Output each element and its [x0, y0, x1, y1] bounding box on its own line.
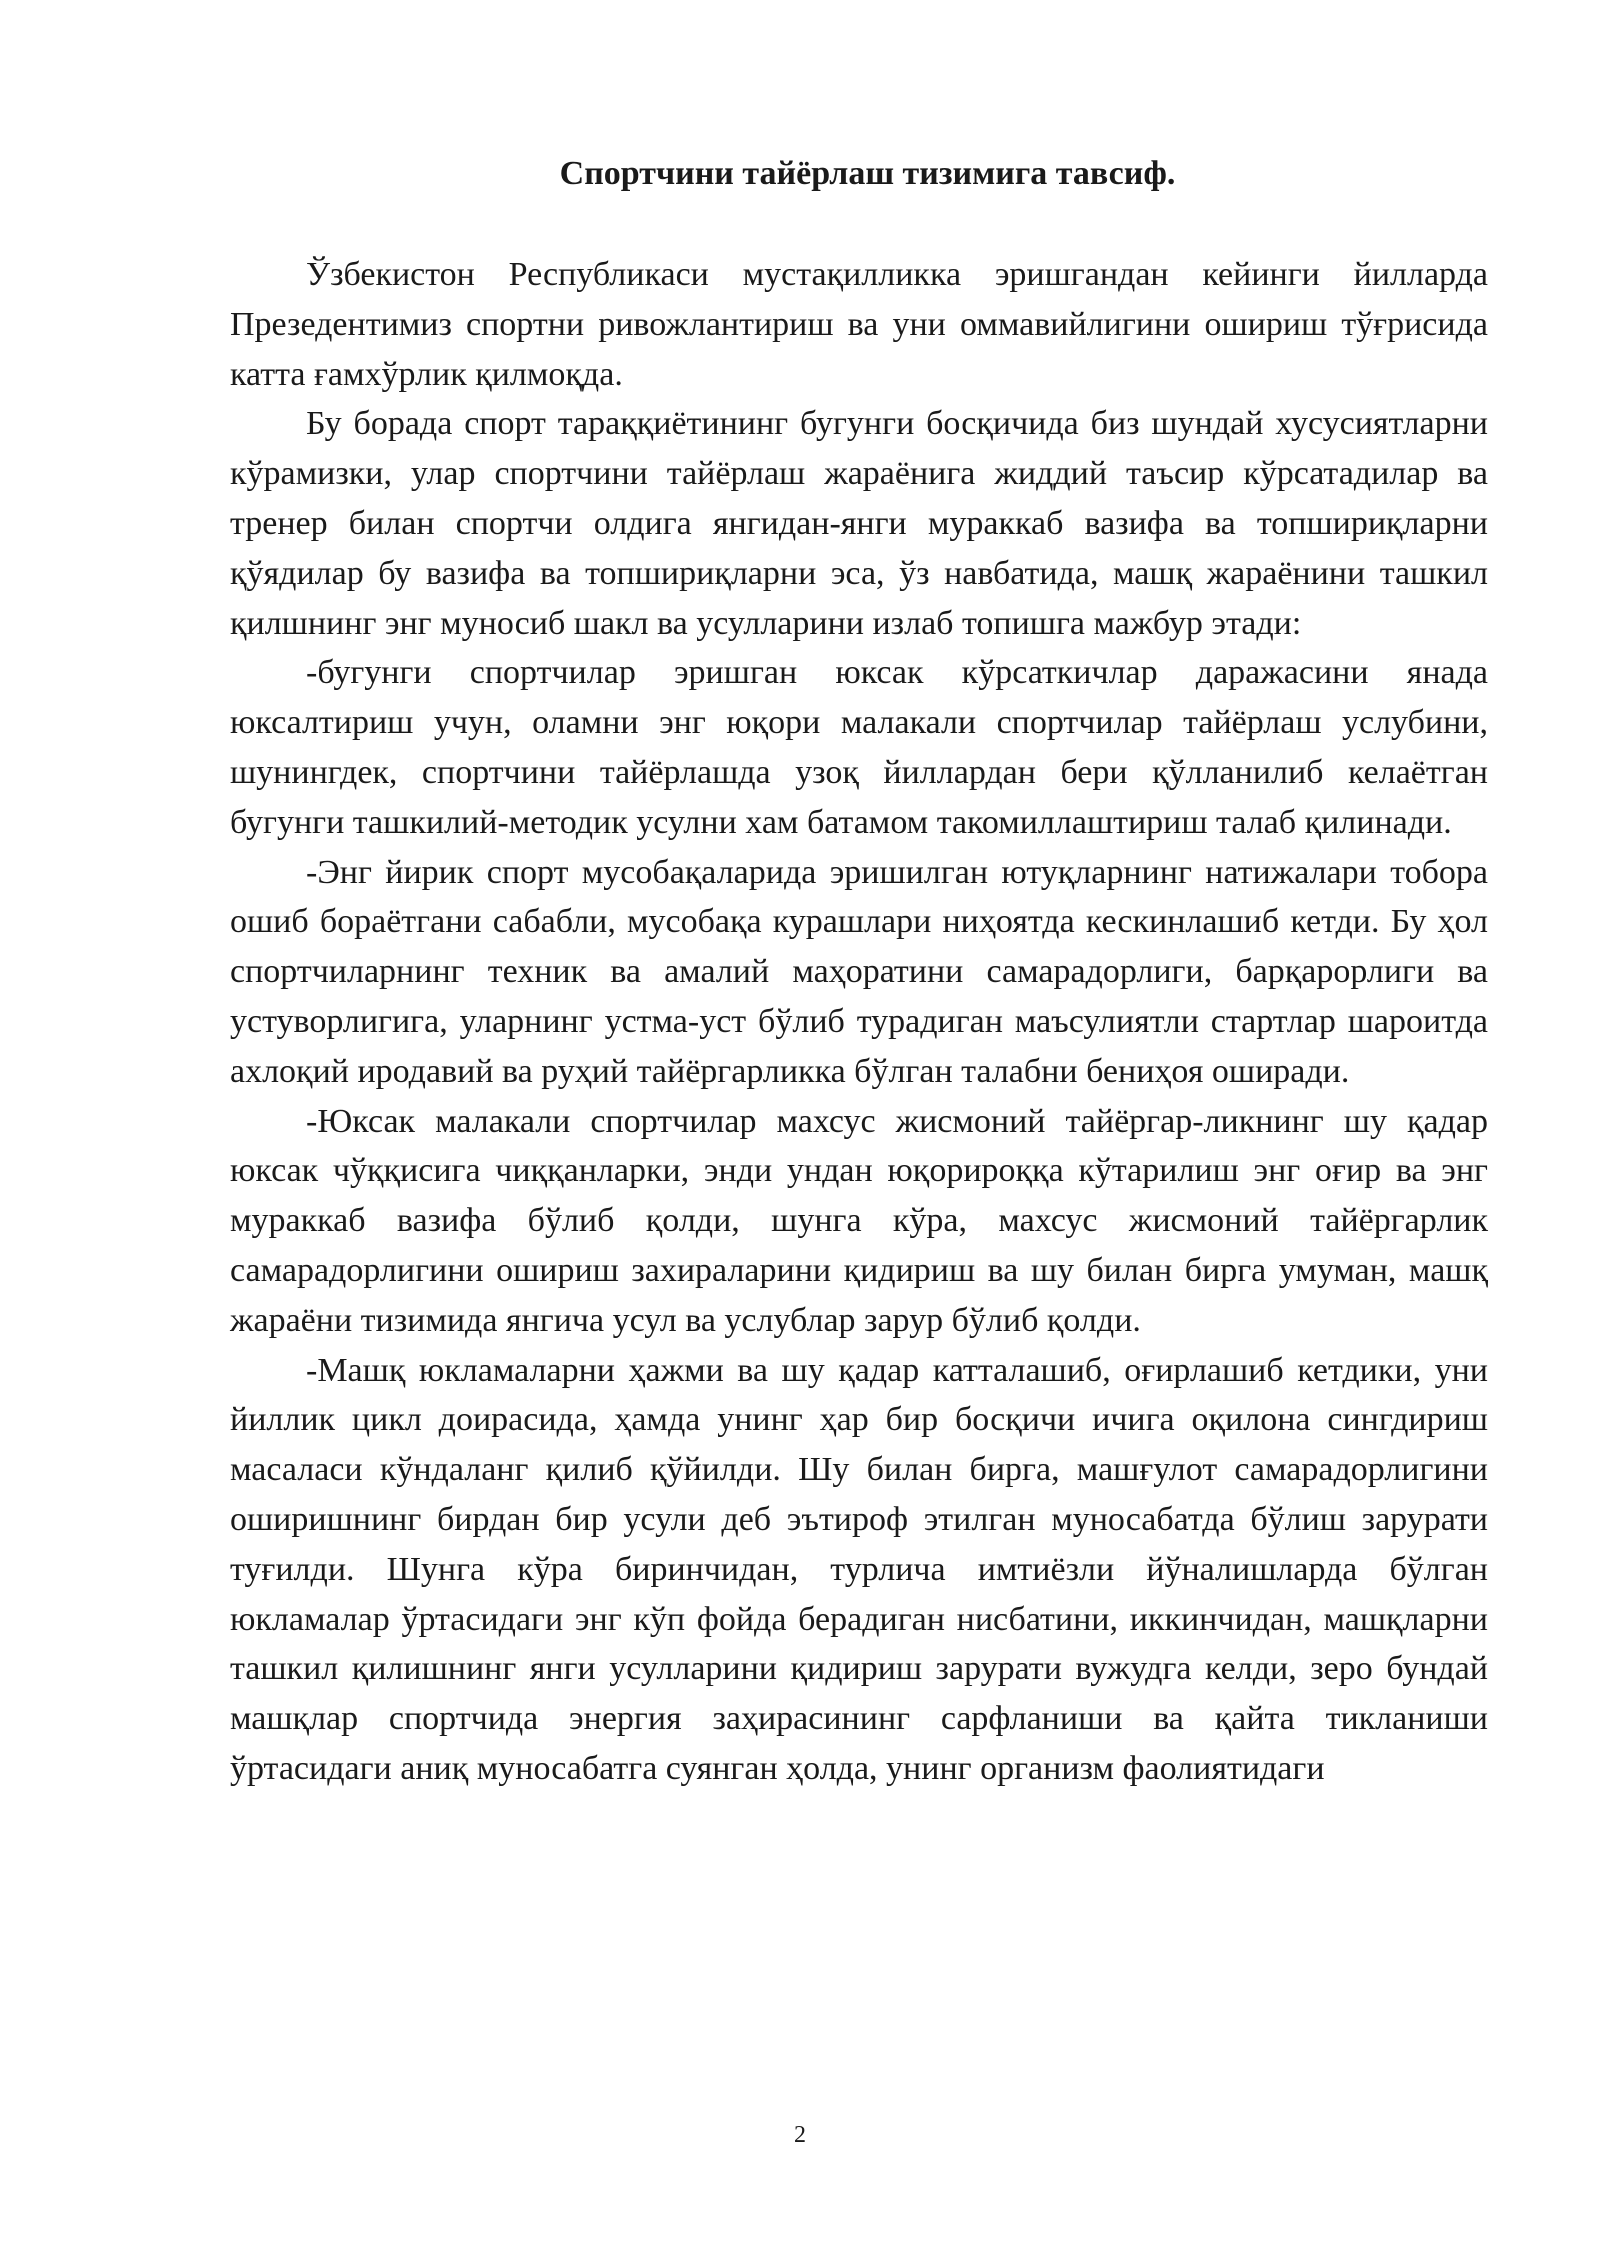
- document-title: Спортчини тайёрлаш тизимига тавсиф.: [559, 155, 1176, 192]
- paragraph-competition-results: -Энг йирик спорт мусобақаларида эришилган ютуқларнинг натижалари тобора ошиб бораётгани сабабли, мусобақа курашлари ниҳоятда кескинлашиб кетди. Бу ҳол спортчиларнинг техник ва амалий маҳоратини самарадорлиги, барқарорлиги ва устуворлигига, уларнинг устма-уст бўлиб турадиган маъсулиятли стартлар шароитда ахлоқий иродавий ва руҳий тайёргарликка бўлган талабни бениҳоя оширади.: [230, 853, 1488, 1090]
- page-number: 2: [794, 2122, 806, 2148]
- paragraph-physical-preparation: -Юксак малакали спортчилар махсус жисмоний тайёргар-ликнинг шу қадар юксак чўққисига чиққанларки, энди ундан юқорироққа кўтарилиш энг оғир ва энг мураккаб вазифа бўлиб қолди, шунга кўра, махсус жисмоний тайёргарлик самарадорлигини ошириш захираларини қидириш ва шу билан бирга умуман, машқ жараёни тизимида янгича усул ва услублар зарур бўлиб қолди.: [230, 1102, 1488, 1339]
- paragraph-intro: Ўзбекистон Республикаси мустақилликка эришгандан кейинги йилларда Презедентимиз спортни ривожлантириш ва уни оммавийлигини ошириш тўғрисида катта ғамхўрлик қилмоқда.: [230, 256, 1488, 393]
- document-body: [230, 250, 1488, 1794]
- paragraph-performance-levels: -бугунги спортчилар эришган юксак кўрсаткичлар даражасини янада юксалтириш учун, оламни энг юқори малакали спортчилар тайёрлаш услубини, шунингдек, спортчини тайёрлашда узоқ йиллардан бери қўлланилиб келаётган бугунги ташкилий-методик усулни хам батамом такомиллаштириш талаб қилинади.: [230, 654, 1488, 841]
- paragraph-training-loads: -Машқ юкламаларни ҳажми ва шу қадар катталашиб, оғирлашиб кетдики, уни йиллик цикл доирасида, ҳамда унинг ҳар бир босқичи ичига оқилона сингдириш масаласи кўндаланг қилиб қўйилди. Шу билан бирга, машғулот самарадорлигини оширишнинг бирдан бир усули деб эътироф этилган муносабатда бўлиш зарурати туғилди. Шунга кўра биринчидан, турлича имтиёзли йўналишларда бўлган юкламалар ўртасидаги энг кўп фойда берадиган нисбатини, иккинчидан, машқларни ташкил қилишнинг янги усулларини қидириш зарурати вужудга келди, зеро бундай машқлар спортчида энергия заҳирасининг сарфланиши ва қайта тикланиши ўртасидаги аниқ муносабатга суянган ҳолда, унинг организм фаолиятидаги: [230, 1351, 1488, 1787]
- paragraph-current-stage: Бу борада спорт тараққиётининг бугунги босқичида биз шундай хусусиятларни кўрамизки, улар спортчини тайёрлаш жараёнига жиддий таъсир кўрсатадилар ва тренер билан спортчи олдига янгидан-янги мураккаб вазифа ва топшириқларни қўядилар бу вазифа ва топшириқларни эса, ўз навбатида, машқ жараёнини ташкил қилшнинг энг муносиб шакл ва усулларини излаб топишга мажбур этади:: [230, 405, 1488, 642]
